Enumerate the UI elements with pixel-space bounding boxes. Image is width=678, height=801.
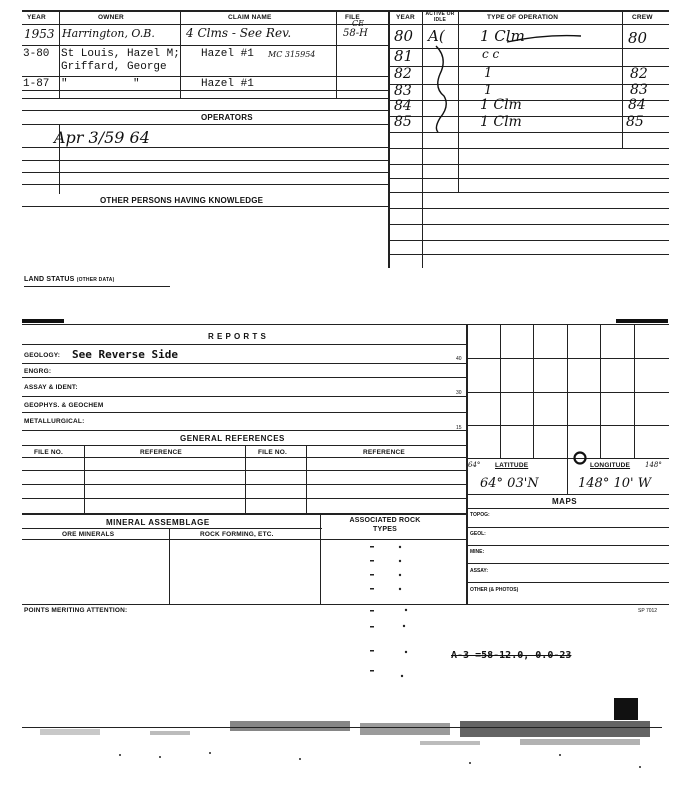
header-type-of-operation: TYPE OF OPERATION xyxy=(487,14,559,21)
activity-row-4-year: 83 xyxy=(394,83,412,99)
activity-row-4-operation: 1 xyxy=(484,83,493,98)
activity-row-5-year: 84 xyxy=(394,98,412,114)
report-geophys-label: GEOPHYS. & GEOCHEM xyxy=(24,402,104,409)
operators-entry: Apr 3/59 64 xyxy=(54,128,150,147)
activity-row-6-year: 85 xyxy=(394,114,412,130)
header-owner: OWNER xyxy=(98,14,124,21)
report-assay-label: ASSAY & IDENT: xyxy=(24,384,78,391)
activity-row-5-operation: 1 Clm xyxy=(480,97,522,113)
activity-row-5-crew: 84 xyxy=(628,97,646,113)
points-meriting-attention-label: POINTS MERITING ATTENTION: xyxy=(24,607,128,614)
owner-row-2-year: 3-80 xyxy=(23,48,50,60)
owner-row-4-ditto: " xyxy=(133,78,140,90)
operators-label: OPERATORS xyxy=(201,113,253,122)
activity-row-3-year: 82 xyxy=(394,66,412,82)
dotted-marks-icon xyxy=(360,540,420,690)
activity-row-1-status: A( xyxy=(428,27,445,45)
header-year-2: YEAR xyxy=(396,14,415,21)
gr-col-file-no-1: FILE NO. xyxy=(34,449,64,456)
owner-row-1-owner: Harrington, O.B. xyxy=(62,27,155,40)
mineral-assemblage-title: MINERAL ASSEMBLAGE xyxy=(106,518,210,527)
owner-row-1-year: 1953 xyxy=(24,27,55,41)
gr-col-file-no-2: FILE NO. xyxy=(258,449,288,456)
activity-row-6-operation: 1 Clm xyxy=(480,114,522,130)
gr-col-reference-1: REFERENCE xyxy=(140,449,182,456)
owner-row-3-owner: Griffard, George xyxy=(61,61,167,73)
gr-col-reference-2: REFERENCE xyxy=(363,449,405,456)
activity-row-3-crew: 82 xyxy=(630,66,648,82)
activity-row-1-year: 80 xyxy=(394,27,414,45)
underline-stroke-icon xyxy=(505,26,585,46)
scan-noise-band xyxy=(0,715,678,775)
report-metallurgical-num: 15 xyxy=(456,425,462,431)
owner-row-4-year: 1-87 xyxy=(23,78,50,90)
activity-row-2-operation: c c xyxy=(482,47,500,61)
owner-row-2-claim: Hazel #1 xyxy=(201,48,254,60)
activity-row-6-crew: 85 xyxy=(626,114,644,130)
header-active-idle: ACTIVE OR IDLE xyxy=(425,11,455,23)
land-status-title: LAND STATUS xyxy=(24,276,75,283)
general-references-title: GENERAL REFERENCES xyxy=(180,434,285,443)
latitude-value: 64° 03'N xyxy=(480,476,539,491)
report-geology-label: GEOLOGY: xyxy=(24,352,61,359)
map-mine-label: MINE: xyxy=(470,549,485,555)
header-claim-name: CLAIM NAME xyxy=(228,14,272,21)
bracket-mark-icon xyxy=(430,44,460,134)
report-engrg-label: ENGRG: xyxy=(24,368,52,375)
ore-minerals-label: ORE MINERALS xyxy=(62,531,115,538)
lon-suffix: 148° xyxy=(645,461,662,469)
map-assay-label: ASSAY: xyxy=(470,568,489,574)
activity-row-3-operation: 1 xyxy=(484,66,493,81)
maps-label: MAPS xyxy=(552,497,578,506)
crossed-out-note: A-3 =58-12.0, 0.0-23 xyxy=(451,650,572,661)
reports-title: R E P O R T S xyxy=(208,332,267,341)
owner-row-2-owner: St Louis, Hazel M; xyxy=(61,48,180,60)
activity-row-2-year: 81 xyxy=(394,47,414,65)
report-geology-value: See Reverse Side xyxy=(72,348,178,361)
owner-row-4-claim: Hazel #1 xyxy=(201,78,254,90)
owner-row-1-file: 58-H xyxy=(343,28,368,39)
land-status-label xyxy=(24,276,114,283)
lat-prefix: 64° xyxy=(468,461,481,469)
circle-mark-icon xyxy=(572,450,588,466)
latitude-label: LATITUDE xyxy=(495,462,529,469)
header-crew: CREW xyxy=(632,14,653,21)
other-persons-label: OTHER PERSONS HAVING KNOWLEDGE xyxy=(100,196,264,205)
longitude-value: 148° 10' W xyxy=(578,476,652,491)
owner-row-2-claim-note: MC 315954 xyxy=(268,50,316,59)
land-status-sub: (OTHER DATA) xyxy=(76,277,115,283)
activity-row-4-crew: 83 xyxy=(630,82,648,98)
map-topog-label: TOPOG: xyxy=(470,512,490,518)
associated-rock-types-label: ASSOCIATED ROCK TYPES xyxy=(349,517,421,533)
map-geol-label: GEOL: xyxy=(470,531,486,537)
report-metallurgical-label: METALLURGICAL: xyxy=(24,418,85,425)
header-file: FILE xyxy=(345,14,360,21)
file-note: CE xyxy=(352,19,364,28)
longitude-label: LONGITUDE xyxy=(590,462,631,469)
activity-row-1-operation: 1 Clm xyxy=(480,27,525,45)
activity-row-1-crew: 80 xyxy=(628,29,648,47)
map-other-label: OTHER (& PHOTOS) xyxy=(470,587,519,593)
form-code: SP 7012 xyxy=(638,608,658,614)
header-year: YEAR xyxy=(27,14,46,21)
rock-forming-label: ROCK FORMING, ETC. xyxy=(200,531,274,538)
owner-row-1-claim: 4 Clms - See Rev. xyxy=(186,26,292,40)
report-geology-num: 40 xyxy=(456,356,462,362)
report-assay-num: 30 xyxy=(456,390,462,396)
owner-row-4-owner: " xyxy=(61,78,68,90)
